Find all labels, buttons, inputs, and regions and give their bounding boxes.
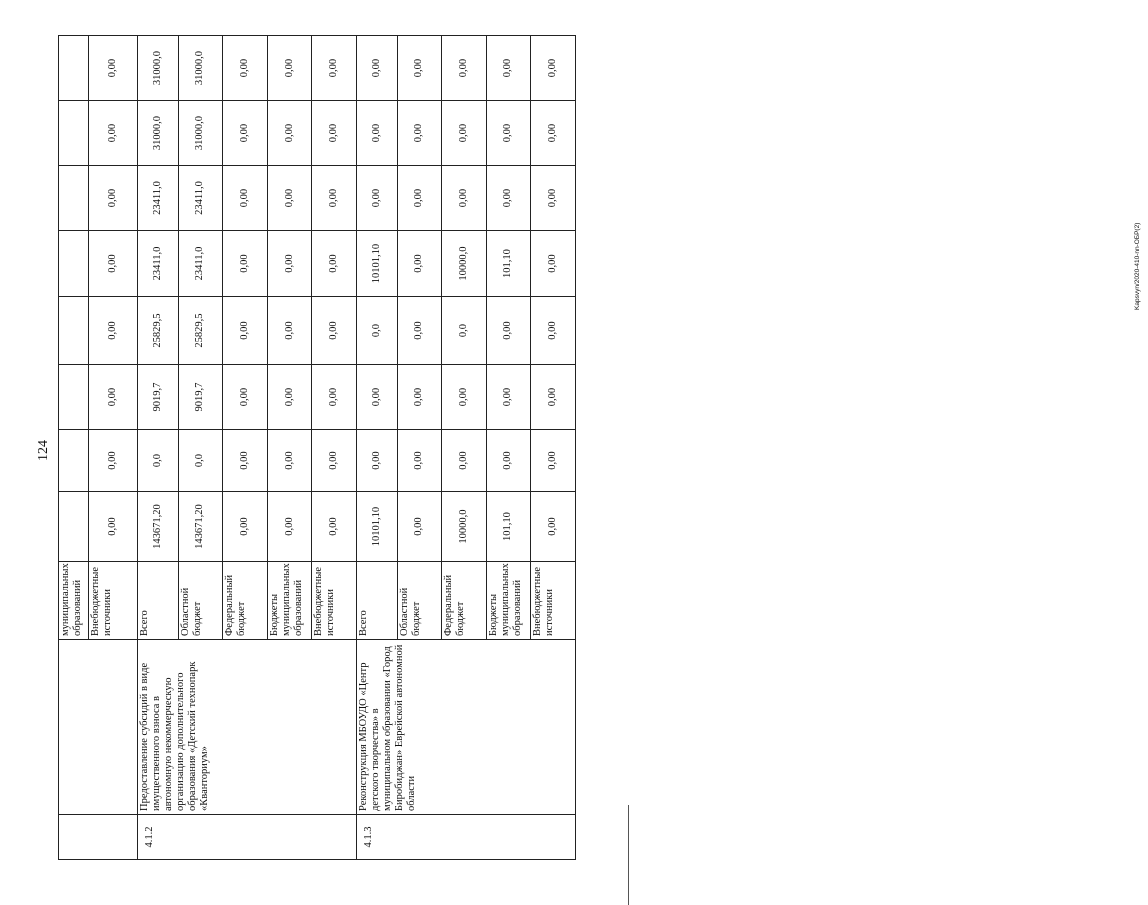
value-cell: 0,00 <box>486 430 531 492</box>
value-cell: 0,00 <box>312 36 357 101</box>
margin-line <box>628 805 629 905</box>
value-cell: 0,00 <box>267 36 312 101</box>
value-cell: 0,00 <box>486 36 531 101</box>
value-cell: 0,00 <box>223 430 268 492</box>
value-cell: 0,00 <box>267 101 312 166</box>
value-cell: 0,00 <box>267 492 312 562</box>
value-cell: 0,00 <box>267 231 312 297</box>
value-cell: 0,00 <box>397 101 442 166</box>
value-cell: 0,00 <box>267 166 312 231</box>
value-cell: 0,00 <box>442 166 487 231</box>
value-cell: 0,00 <box>531 231 576 297</box>
row-code-cell: 4.1.3 <box>356 815 575 860</box>
value-cell: 23411,0 <box>138 166 179 231</box>
value-cell: 0,00 <box>89 492 138 562</box>
table-row <box>138 36 179 860</box>
value-cell: 143671,20 <box>178 492 223 562</box>
value-cell: 9019,7 <box>178 365 223 430</box>
footer-code: Kapsvyn/2020-410-nn-OБР(2) <box>1134 222 1141 310</box>
table-body <box>59 36 576 860</box>
empty-name-cell <box>59 640 138 815</box>
source-cell: муниципальных образований <box>59 562 89 640</box>
value-cell: 0,00 <box>223 492 268 562</box>
value-cell: 0,00 <box>356 365 397 430</box>
value-cell: 0,00 <box>312 430 357 492</box>
value-cell <box>59 297 89 365</box>
value-cell: 25829,5 <box>178 297 223 365</box>
value-cell: 0,0 <box>442 297 487 365</box>
value-cell: 0,00 <box>89 430 138 492</box>
value-cell: 31000,0 <box>178 36 223 101</box>
value-cell: 0,00 <box>223 297 268 365</box>
value-cell: 31000,0 <box>138 101 179 166</box>
value-cell: 0,00 <box>442 101 487 166</box>
value-cell: 0,0 <box>178 430 223 492</box>
row-name-cell: Реконструкция МБОУДО «Центр детского творчества» в муниципальном образовании «Город Биробиджан» Еврейской автономной области <box>356 640 575 815</box>
value-cell: 0,00 <box>312 101 357 166</box>
value-cell: 0,00 <box>223 231 268 297</box>
page-number: 124 <box>36 440 51 461</box>
source-cell: Областной бюджет <box>178 562 223 640</box>
value-cell: 9019,7 <box>138 365 179 430</box>
value-cell: 23411,0 <box>178 231 223 297</box>
value-cell: 25829,5 <box>138 297 179 365</box>
value-cell: 31000,0 <box>178 101 223 166</box>
source-cell: Внебюджетные источники <box>89 562 138 640</box>
value-cell: 0,00 <box>312 365 357 430</box>
value-cell: 0,00 <box>312 166 357 231</box>
value-cell: 0,00 <box>486 365 531 430</box>
value-cell: 0,00 <box>312 297 357 365</box>
value-cell: 0,0 <box>138 430 179 492</box>
value-cell <box>59 101 89 166</box>
source-cell: Федеральный бюджет <box>223 562 268 640</box>
value-cell: 0,00 <box>89 101 138 166</box>
source-cell: Бюджеты муниципальных образований <box>486 562 531 640</box>
source-cell: Всего <box>356 562 397 640</box>
row-code-cell: 4.1.2 <box>138 815 357 860</box>
value-cell: 0,00 <box>531 365 576 430</box>
value-cell: 0,00 <box>312 492 357 562</box>
value-cell: 0,00 <box>89 231 138 297</box>
value-cell: 0,00 <box>267 365 312 430</box>
value-cell: 31000,0 <box>138 36 179 101</box>
source-cell: Внебюджетные источники <box>531 562 576 640</box>
value-cell: 0,00 <box>397 430 442 492</box>
value-cell: 0,00 <box>223 166 268 231</box>
source-cell: Внебюджетные источники <box>312 562 357 640</box>
value-cell: 0,00 <box>486 166 531 231</box>
value-cell: 0,00 <box>356 430 397 492</box>
value-cell: 0,00 <box>89 36 138 101</box>
value-cell: 0,00 <box>223 36 268 101</box>
value-cell: 0,00 <box>486 297 531 365</box>
table-row <box>356 36 397 860</box>
source-cell: Всего <box>138 562 179 640</box>
source-cell: Федеральный бюджет <box>442 562 487 640</box>
value-cell: 23411,0 <box>178 166 223 231</box>
value-cell: 0,00 <box>223 365 268 430</box>
budget-table <box>58 35 576 860</box>
value-cell: 0,00 <box>397 297 442 365</box>
value-cell: 0,00 <box>531 166 576 231</box>
value-cell: 0,00 <box>312 231 357 297</box>
value-cell <box>59 231 89 297</box>
table-row-top <box>59 36 89 860</box>
row-name-cell: Предоставление субсидий в виде имущественного взноса в автономную некоммерческую организацию дополнительного образования «Детский технопарк «Кванториум» <box>138 640 357 815</box>
value-cell: 10000,0 <box>442 492 487 562</box>
source-cell: Бюджеты муниципальных образований <box>267 562 312 640</box>
value-cell: 101,10 <box>486 231 531 297</box>
value-cell <box>59 430 89 492</box>
empty-code-cell <box>59 815 138 860</box>
footer-wrap <box>586 222 1141 400</box>
value-cell: 101,10 <box>486 492 531 562</box>
value-cell: 0,00 <box>442 365 487 430</box>
value-cell: 23411,0 <box>138 231 179 297</box>
value-cell: 0,00 <box>442 36 487 101</box>
value-cell: 143671,20 <box>138 492 179 562</box>
value-cell: 0,00 <box>356 166 397 231</box>
value-cell: 0,00 <box>531 36 576 101</box>
value-cell: 0,00 <box>89 166 138 231</box>
value-cell <box>59 36 89 101</box>
value-cell: 0,00 <box>397 36 442 101</box>
value-cell: 0,00 <box>356 101 397 166</box>
value-cell: 0,00 <box>531 297 576 365</box>
value-cell: 0,00 <box>397 231 442 297</box>
value-cell: 0,00 <box>223 101 268 166</box>
value-cell: 0,00 <box>89 365 138 430</box>
value-cell: 0,00 <box>267 297 312 365</box>
value-cell: 0,00 <box>531 101 576 166</box>
value-cell: 0,00 <box>89 297 138 365</box>
value-cell: 0,00 <box>486 101 531 166</box>
value-cell: 0,00 <box>531 492 576 562</box>
value-cell: 0,00 <box>397 166 442 231</box>
value-cell: 10000,0 <box>442 231 487 297</box>
value-cell: 0,00 <box>442 430 487 492</box>
source-cell: Областной бюджет <box>397 562 442 640</box>
value-cell: 0,00 <box>397 492 442 562</box>
value-cell: 10101,10 <box>356 492 397 562</box>
value-cell: 10101,10 <box>356 231 397 297</box>
value-cell: 0,00 <box>531 430 576 492</box>
rotated-table-wrapper <box>58 36 576 860</box>
value-cell <box>59 492 89 562</box>
value-cell: 0,00 <box>397 365 442 430</box>
value-cell: 0,00 <box>267 430 312 492</box>
value-cell <box>59 166 89 231</box>
value-cell: 0,0 <box>356 297 397 365</box>
value-cell <box>59 365 89 430</box>
value-cell: 0,00 <box>356 36 397 101</box>
